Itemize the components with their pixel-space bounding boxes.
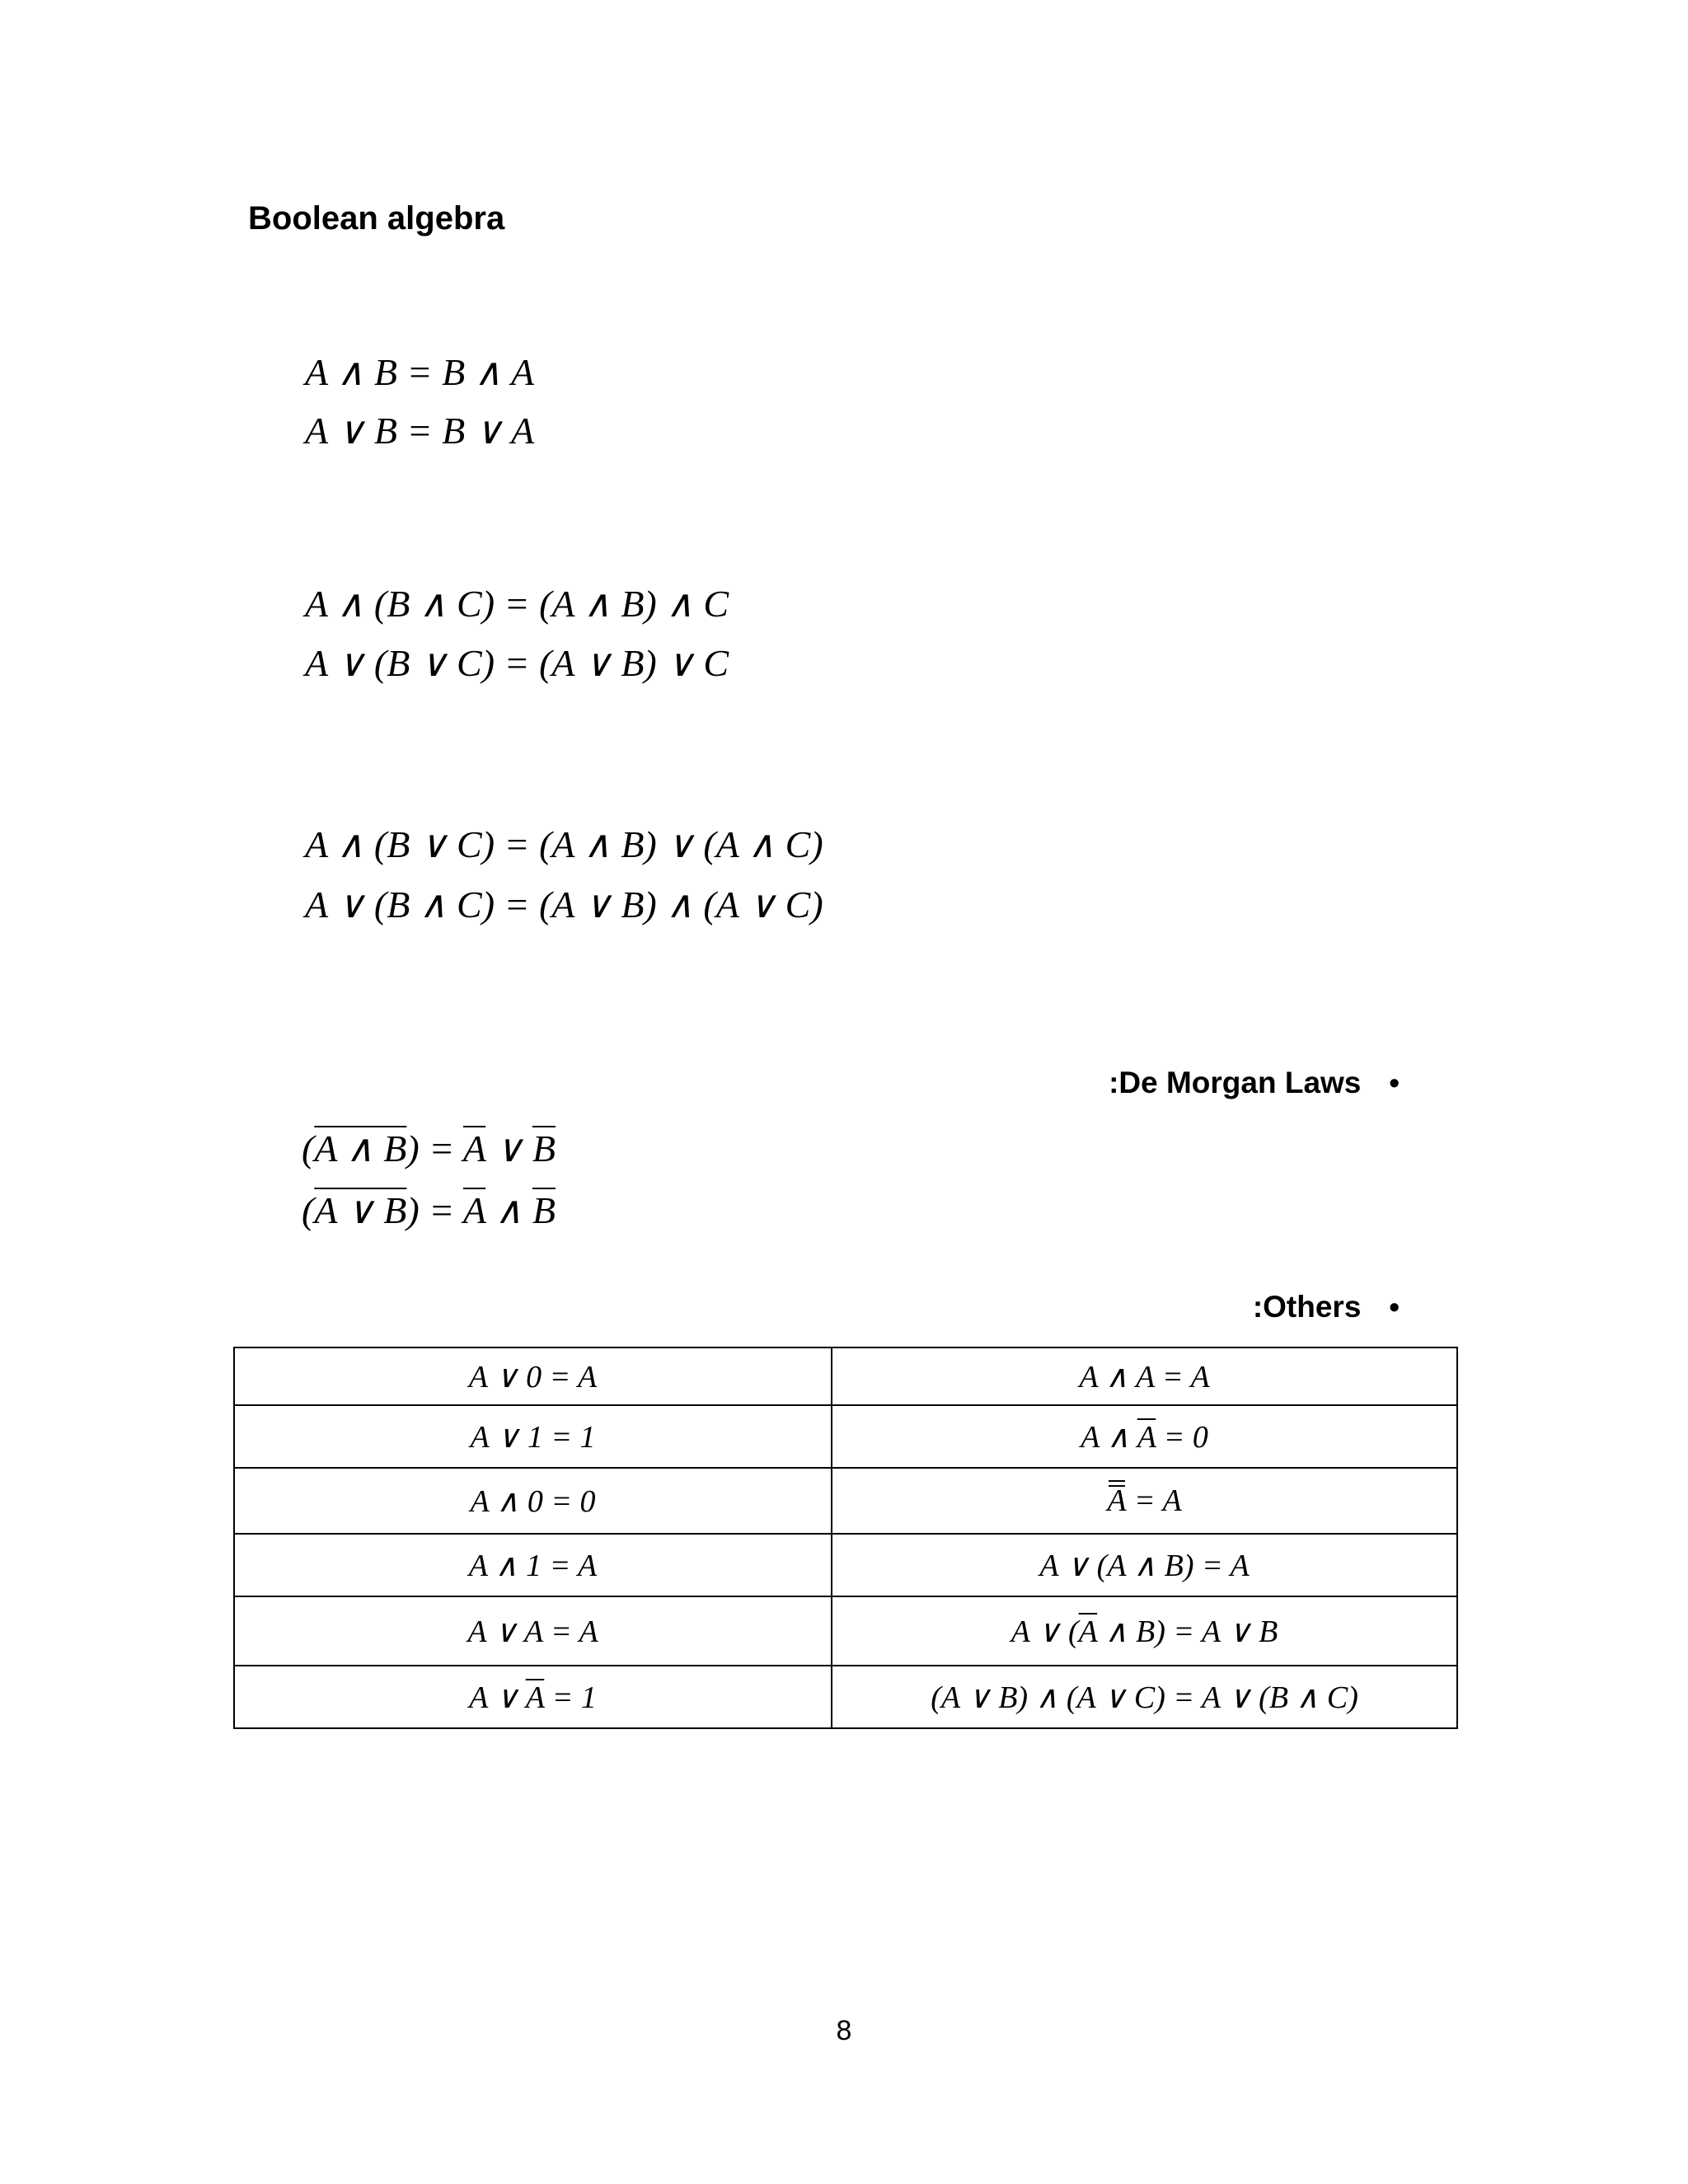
table-row — [234, 1596, 1457, 1666]
table-cell: A ∧ 0 = 0 — [234, 1468, 832, 1534]
table-cell: A = A — [832, 1468, 1457, 1534]
table-row — [234, 1666, 1457, 1728]
table-cell: A ∧ $\overline{A} = 0$ — [832, 1405, 1457, 1468]
table-cell: (A ∨ B) ∧ (A ∨ C) = A ∨ (B ∧ C) — [832, 1666, 1457, 1728]
table-row — [234, 1468, 1457, 1534]
commutative-law-or: A ∨ B = B ∨ A — [305, 410, 535, 452]
table-cell: A ∧ A = A — [832, 1347, 1457, 1405]
associative-law-and: A ∧ (B ∧ C) = (A ∧ B) ∧ C — [305, 583, 729, 625]
table-cell: A ∨ A = A — [234, 1596, 832, 1666]
table-row — [234, 1347, 1457, 1405]
table-cell: A ∨ ($\overline{A}$ ∧ B) = A ∨ B — [832, 1596, 1457, 1666]
others-heading — [1253, 1291, 1400, 1322]
commutative-law-and: A ∧ B = B ∧ A — [305, 351, 535, 393]
bullet-icon: • — [1389, 1066, 1400, 1099]
table-cell: A ∨ 0 = A — [234, 1347, 832, 1405]
table-cell: A ∨ (A ∧ B) = A — [832, 1534, 1457, 1596]
distributive-law-or: A ∨ (B ∧ C) = (A ∨ B) ∧ (A ∨ C) — [305, 883, 823, 926]
associative-law-or: A ∨ (B ∨ C) = (A ∨ B) ∨ C — [305, 642, 729, 684]
de-morgan-heading — [1109, 1067, 1400, 1098]
others-table — [233, 1347, 1458, 1729]
table-row — [234, 1534, 1457, 1596]
bullet-icon: • — [1389, 1290, 1400, 1324]
table-row — [234, 1405, 1457, 1468]
table-cell: A ∨ 1 = 1 — [234, 1405, 832, 1468]
de-morgan-law-1: (A ∧ $B) = \overline{A}$ ∨ $\overline{B}$ — [302, 1127, 556, 1169]
page-title: Boolean algebra — [248, 200, 505, 237]
table-cell: A ∨ $\overline{A} = 1$ — [234, 1666, 832, 1728]
distributive-law-and: A ∧ (B ∨ C) = (A ∧ B) ∨ (A ∧ C) — [305, 823, 823, 865]
page-number: 8 — [836, 2015, 852, 2046]
de-morgan-law-2: (A ∨ $B) = \overline{A}$ ∧ $\overline{B}$ — [302, 1189, 556, 1231]
de-morgan-label: :De Morgan Laws — [1109, 1066, 1362, 1099]
table-cell: A ∧ 1 = A — [234, 1534, 832, 1596]
others-label: :Others — [1252, 1290, 1362, 1324]
